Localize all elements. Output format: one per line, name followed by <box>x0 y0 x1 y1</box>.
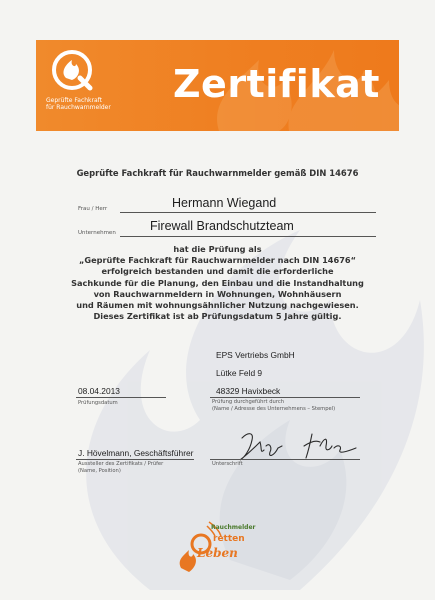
examiner-company-name: EPS Vertriebs GmbH <box>216 350 295 360</box>
rauchmelder-retten-leben-logo <box>163 520 263 580</box>
issuer-underline <box>76 459 194 460</box>
body-line: Dieses Zertifikat ist ab Prüfungsdatum 5 Jahre gültig. <box>93 311 342 322</box>
certificate-subtitle: Geprüfte Fachkraft für Rauchwarnmelder gemäß DIN 14676 <box>76 168 359 178</box>
issuer-label-line1: Aussteller des Zertifikats / Prüfer <box>78 461 164 467</box>
bottom-logo-line2: retten <box>213 534 245 544</box>
examiner-company-street: Lütke Feld 9 <box>216 368 263 378</box>
signature-underline <box>210 459 360 460</box>
company-name: Firewall Brandschutzteam <box>150 219 294 233</box>
examiner-underline <box>210 397 360 398</box>
examiner-label <box>212 399 335 412</box>
q-flame-logo-icon <box>50 48 94 92</box>
bottom-logo-line3: Leben <box>197 546 238 560</box>
company-label: Unternehmen <box>78 230 116 236</box>
person-name: Hermann Wiegand <box>172 196 277 210</box>
logo-caption-line1: Geprüfte Fachkraft <box>46 97 103 104</box>
issuer-name: J. Hövelmann, Geschäftsführer <box>78 448 194 458</box>
examiner-label-line1: Prüfung durchgeführt durch <box>212 399 284 405</box>
exam-date: 08.04.2013 <box>78 386 120 396</box>
bottom-logo-line1: Rauchmelder <box>211 524 256 531</box>
certificate-body <box>30 244 405 322</box>
body-line: von Rauchwarnmeldern in Wohnungen, Wohnhäusern <box>93 288 342 299</box>
logo-caption-line2: für Rauchwarnmelder <box>46 104 111 111</box>
body-line: erfolgreich bestanden und damit die erforderliche <box>101 266 334 277</box>
exam-date-label: Prüfungsdatum <box>78 400 118 406</box>
logo-caption <box>46 97 146 111</box>
company-underline <box>120 236 376 237</box>
header-banner <box>36 40 399 131</box>
person-label: Frau / Herr <box>78 206 108 212</box>
body-line: und Räumen mit wohnungsähnlicher Nutzung nachgewiesen. <box>76 300 359 311</box>
body-line: hat die Prüfung als <box>173 244 262 254</box>
signature-label: Unterschrift <box>212 461 243 467</box>
exam-date-underline <box>76 397 166 398</box>
issuer-label <box>78 461 163 474</box>
examiner-company-city: 48329 Havixbeck <box>216 386 281 396</box>
person-underline <box>120 212 376 213</box>
certificate-title: Zertifikat <box>173 62 380 106</box>
body-line: Sachkunde für die Planung, den Einbau und die Instandhaltung <box>71 277 364 288</box>
body-line: „Geprüfte Fachkraft für Rauchwarnmelder nach DIN 14676“ <box>79 255 356 266</box>
issuer-label-line2: (Name, Position) <box>78 467 121 474</box>
examiner-label-line2: (Name / Adresse des Unternehmens – Stempel) <box>212 405 336 412</box>
